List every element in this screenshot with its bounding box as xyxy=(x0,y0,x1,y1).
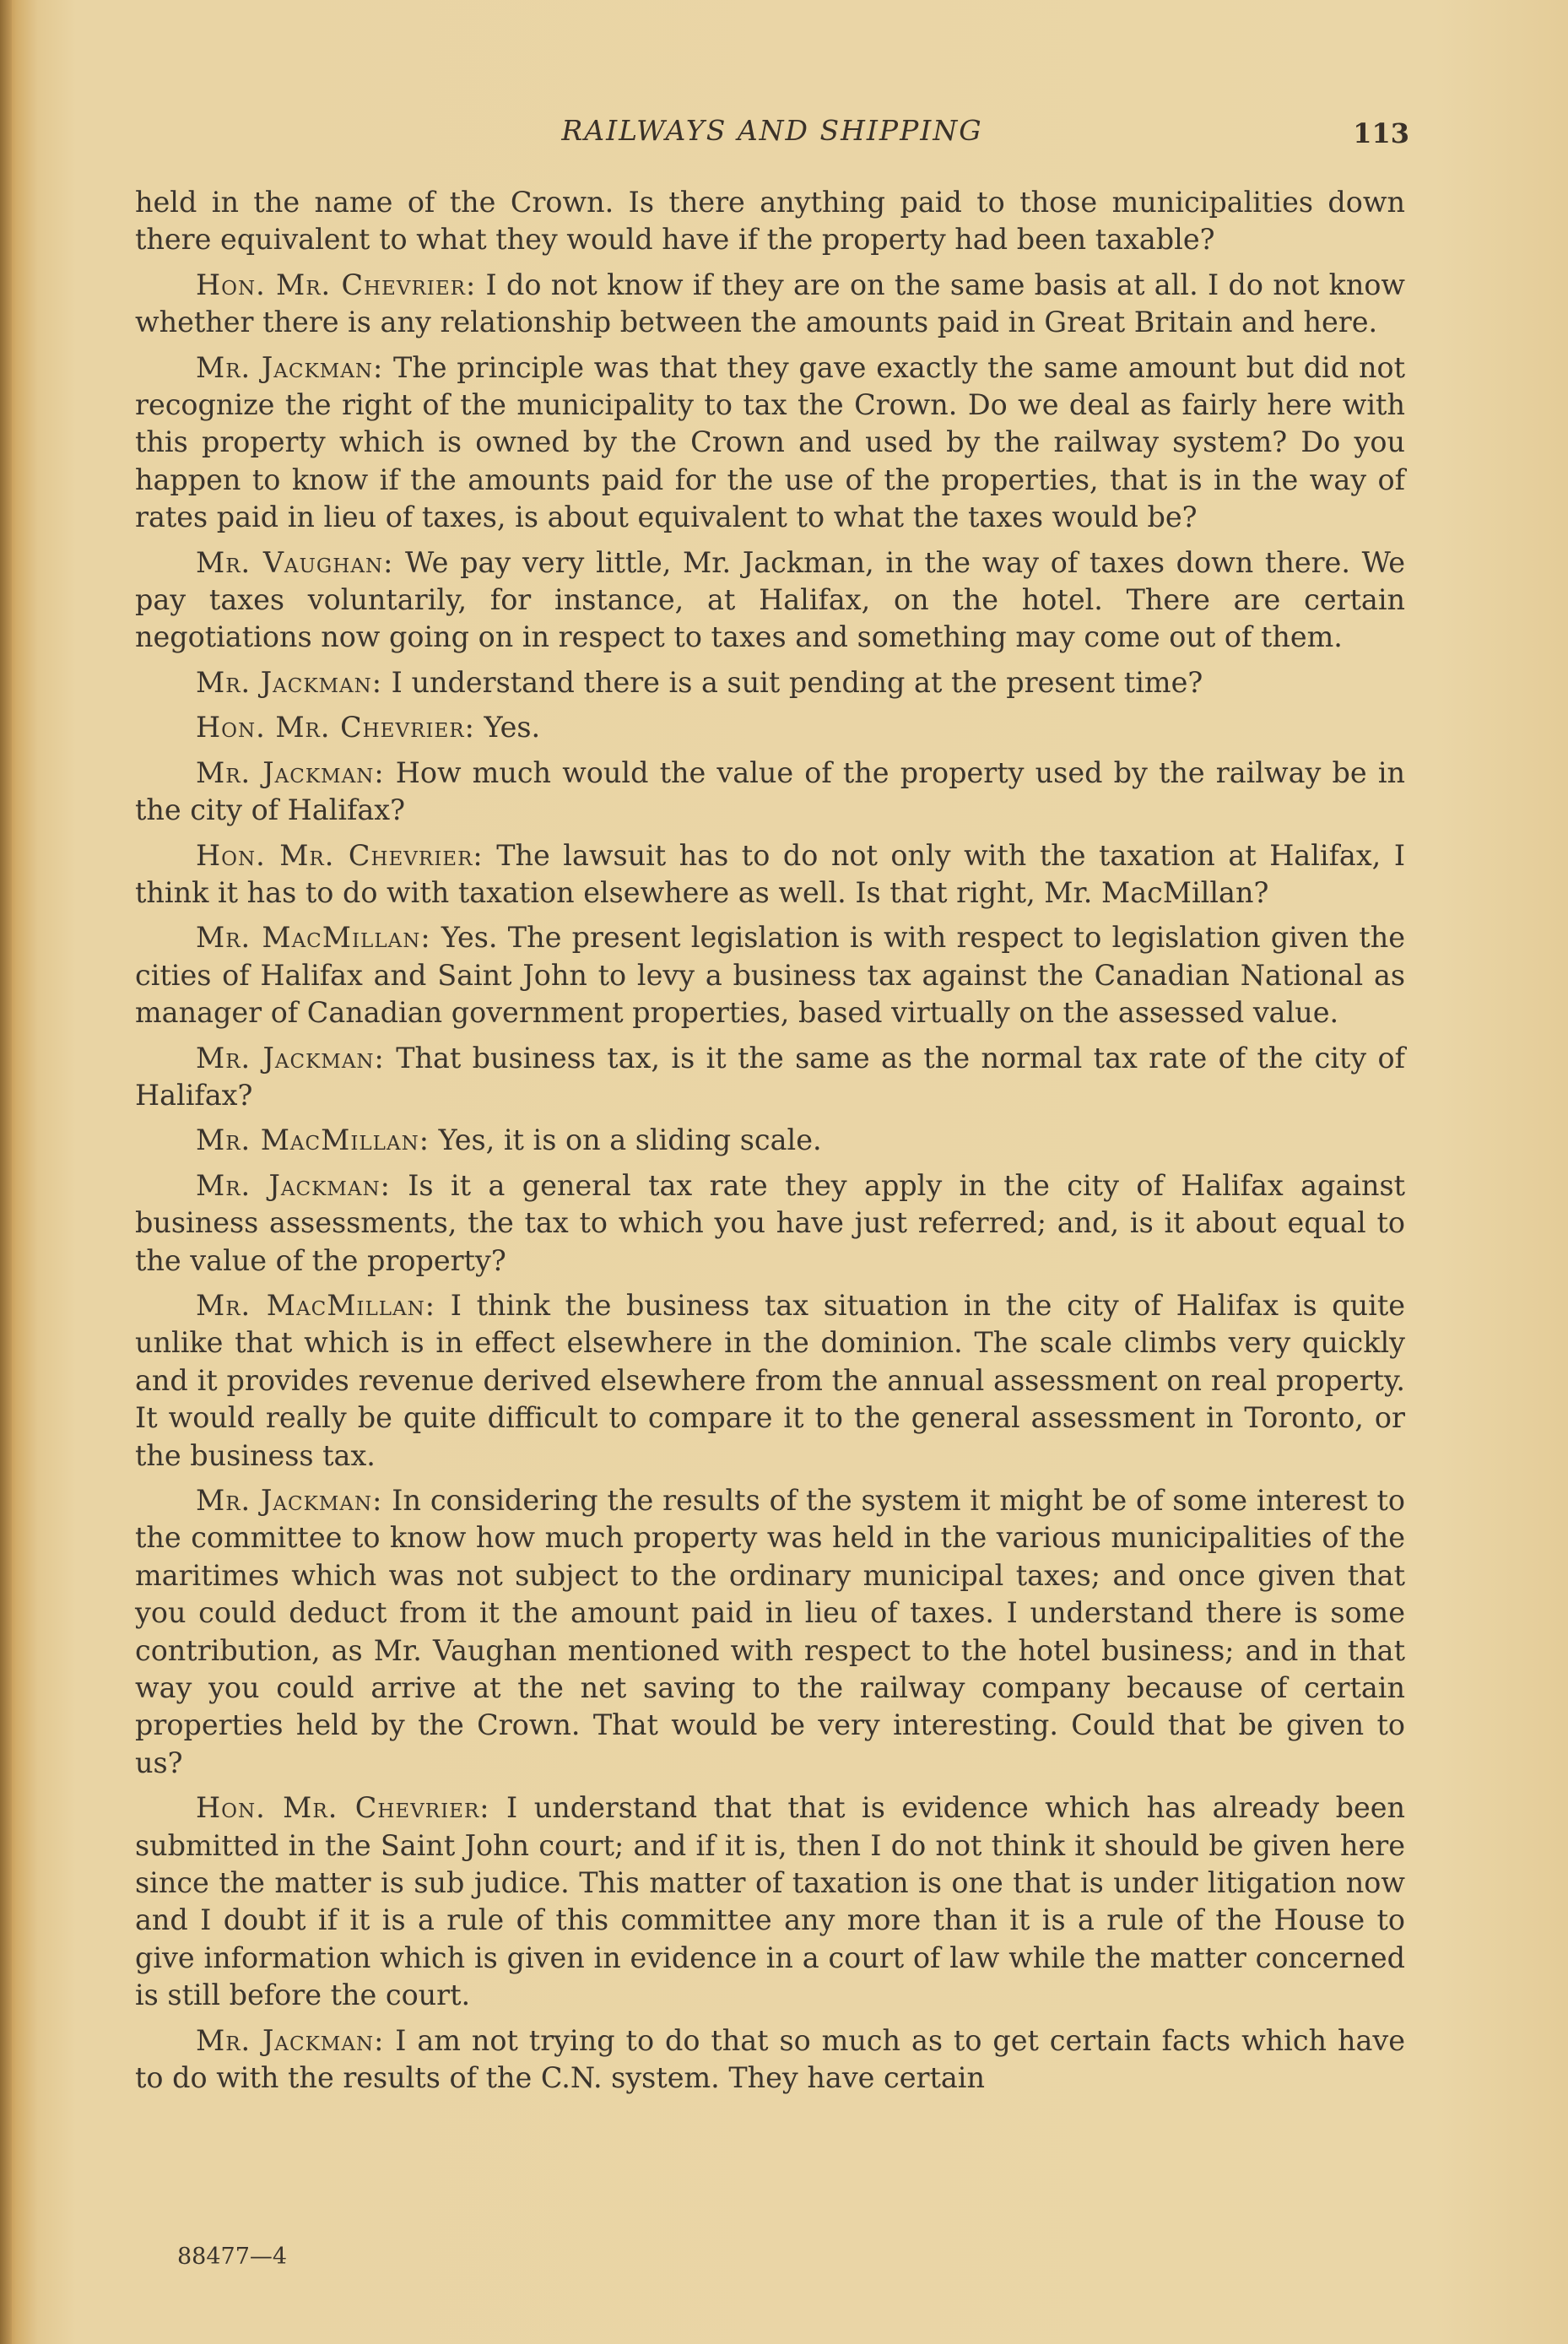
speaker-name: Mr. Jackman: xyxy=(196,1484,383,1517)
paragraph-text: The principle was that they gave exactly the same amount but did not recognize the right of the municipality to tax the Crown. Do we deal as fairly here with this property which is owned by the Crown and used by the railway system? Do you happen to know if the amounts paid for the use of the properties, that is in the way of rates paid in lieu of taxes, is about equivalent to what the taxes would be? xyxy=(135,350,1406,534)
speaker-name: Mr. Jackman: xyxy=(196,1168,391,1202)
paragraph-text: I understand that that is evidence which has already been submitted in the Saint John court; and if it is, then I do not think it should be given here since the matter is sub judice. This matter of taxation is one that is under litigation now and I doubt if it is a rule of this committee any more than it is a rule of the House to give information which is given in evidence in a court of law while the matter concerned is still before the court. xyxy=(135,1791,1405,2012)
speaker-name: Hon. Mr. Chevrier: xyxy=(196,711,475,744)
running-title: RAILWAYS AND SHIPPING xyxy=(561,114,983,147)
paragraph xyxy=(135,1789,1405,2014)
paragraph-text: held in the name of the Crown. Is there anything paid to those municipalities down there equivalent to what they would have if the property had been taxable? xyxy=(135,186,1405,257)
paragraph xyxy=(135,837,1405,912)
paragraph-text: Is it a general tax rate they apply in the city of Halifax against business assessments, the tax to which you have just referred; and, is it about equal to the value of the property? xyxy=(135,1168,1405,1277)
paragraph-text: Yes. The present legislation is with respect to legislation given the cities of Halifax and Saint John to levy a business tax against the Canadian National as manager of Canadian government properties, based virtually on the assessed value. xyxy=(135,921,1405,1030)
paragraph-text: I am not trying to do that so much as to get certain facts which have to do with the results of the C.N. system. They have certain xyxy=(135,2023,1406,2095)
paragraph-text: That business tax, is it the same as the normal tax rate of the city of Halifax? xyxy=(135,1041,1405,1112)
speaker-name: Hon. Mr. Chevrier: xyxy=(196,1791,490,1825)
paragraph-text: I think the business tax situation in the city of Halifax is quite unlike that which is in effect elsewhere in the dominion. The scale climbs very quickly and it provides revenue derived elsewhere from the annual assessment on real property. It would really be quite difficult to compare it to the general assessment in Toronto, or the business tax. xyxy=(135,1288,1406,1472)
paragraph xyxy=(135,1287,1405,1475)
paragraph xyxy=(135,1122,1405,1159)
paragraph xyxy=(135,919,1405,1031)
speaker-name: Mr. Jackman: xyxy=(196,2023,385,2057)
paragraph xyxy=(135,1482,1405,1782)
paragraph xyxy=(135,709,1405,746)
speaker-name: Mr. Vaughan: xyxy=(196,545,394,579)
speaker-name: Hon. Mr. Chevrier: xyxy=(196,268,477,301)
paragraph-text: I do not know if they are on the same basis at all. I do not know whether there is any relationship between the amounts paid in Great Britain and here. xyxy=(135,268,1406,339)
paragraph-text: We pay very little, Mr. Jackman, in the way of taxes down there. We pay taxes voluntarily, for instance, at Halifax, on the hotel. There are certain negotiations now going on in respect to taxes and something may come out of them. xyxy=(135,545,1405,654)
signature-mark: 88477—4 xyxy=(177,2244,288,2270)
paragraph-text: The lawsuit has to do not only with the taxation at Halifax, I think it has to do with taxation elsewhere as well. Is that right, Mr. MacMillan? xyxy=(135,838,1406,909)
paragraph xyxy=(135,1040,1405,1115)
speaker-name: Mr. MacMillan: xyxy=(196,921,431,955)
page-header xyxy=(135,114,1409,165)
paragraph xyxy=(135,267,1405,342)
paragraph-text: Yes, it is on a sliding scale. xyxy=(438,1123,822,1157)
paragraph-text: In considering the results of the system it might be of some interest to the committee to know how much property was held in the various municipalities of the maritimes which was not subject to the ordinary municipal taxes; and once given that you could deduct from it the amount paid in lieu of taxes. I understand there is some contribution, as Mr. Vaughan mentioned with respect to the hotel business; and in that way you could arrive at the net saving to the railway company because of certain properties held by the Crown. That would be very interesting. Could that be given to us? xyxy=(135,1484,1405,1779)
paragraph xyxy=(135,349,1405,537)
paragraph xyxy=(135,755,1405,830)
paragraph xyxy=(135,544,1405,657)
paragraph xyxy=(135,2022,1405,2098)
speaker-name: Mr. MacMillan: xyxy=(196,1123,430,1157)
binding-edge xyxy=(0,0,12,2344)
speaker-name: Hon. Mr. Chevrier: xyxy=(196,838,484,872)
page-number: 113 xyxy=(1353,117,1409,149)
speaker-name: Mr. Jackman: xyxy=(196,755,385,789)
paragraph-text: Yes. xyxy=(484,711,541,744)
paragraph xyxy=(135,1167,1405,1280)
speaker-name: Mr. Jackman: xyxy=(196,665,383,699)
paragraph-text: I understand there is a suit pending at the present time? xyxy=(391,665,1203,699)
transcript-body xyxy=(135,184,1405,2105)
speaker-name: Mr. Jackman: xyxy=(196,1041,385,1075)
speaker-name: Mr. Jackman: xyxy=(196,350,384,384)
speaker-name: Mr. MacMillan: xyxy=(196,1288,436,1322)
paragraph-text: How much would the value of the property used by the railway be in the city of Halifax? xyxy=(135,755,1405,827)
paragraph xyxy=(135,184,1405,259)
paragraph xyxy=(135,664,1405,701)
